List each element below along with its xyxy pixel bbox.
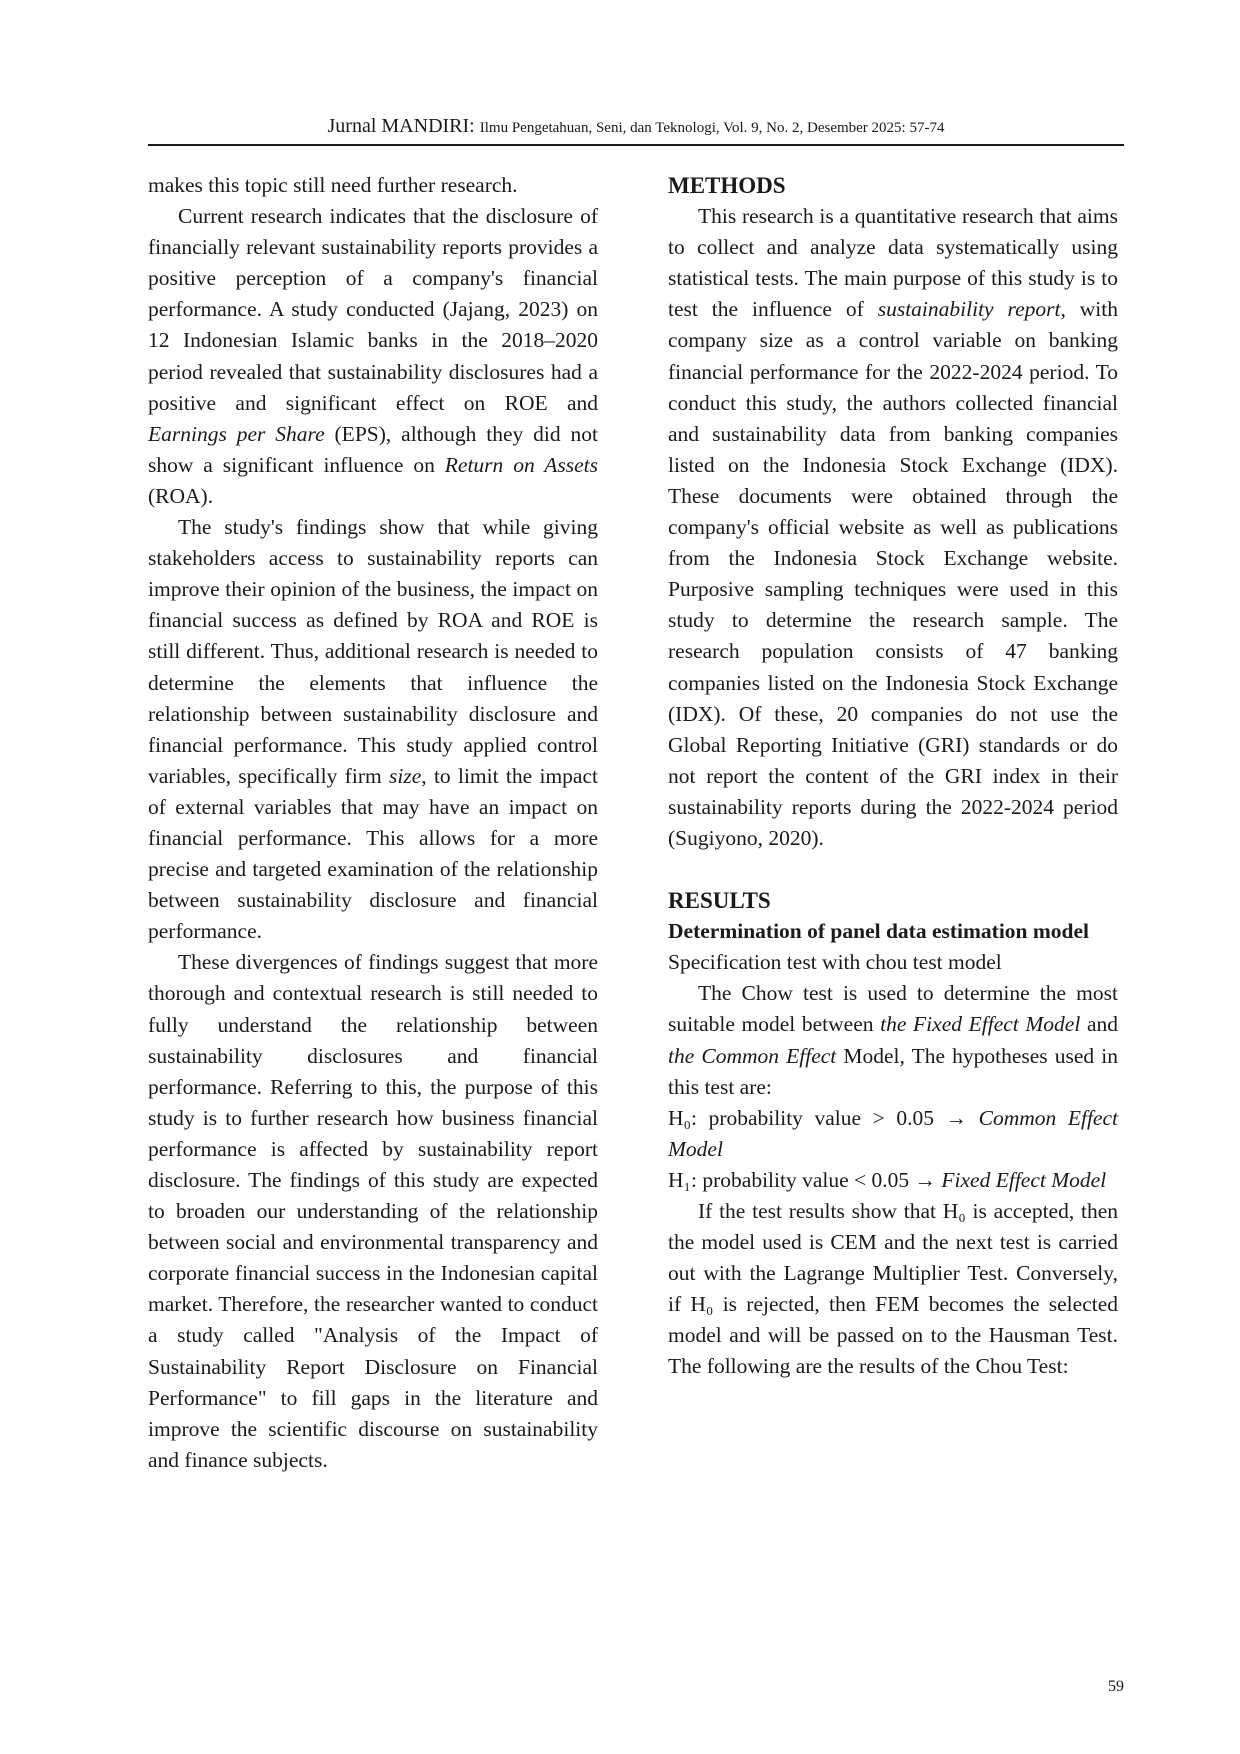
- paragraph-test-results: If the test results show that H₀ is accepted, then the model used is CEM and the next test is carried out with the Lagrange Multiplier Test. Conversely, if H₀ is rejected, then FEM becomes the selected model and will be passed on to the Hausman Test. The following are the results of the Chou Test:: [668, 1199, 1118, 1379]
- specification-test-line: Specification test with chou test model: [668, 950, 1002, 975]
- left-column: [148, 170, 598, 1476]
- header-rule: [148, 144, 1124, 146]
- section-gap: [668, 854, 1118, 885]
- hypothesis-h1: H₁: probability value < 0.05 → Fixed Effect Model: [668, 1167, 1107, 1192]
- running-header: [148, 114, 1124, 140]
- journal-name: Jurnal MANDIRI:: [327, 115, 475, 137]
- paragraph-study-findings: The study's findings show that while giving stakeholders access to sustainability reports can improve their opinion of the business, the impact on financial success as defined by ROA and ROE is still different. Thus, additional research is needed to determine the elements that influence the relationship between sustainability disclosure and financial performance. This study applied control variables, specifically firm size, to limit the impact of external variables that may have an impact on financial performance. This allows for a more precise and targeted examination of the relationship between sustainability disclosure and financial performance.: [148, 515, 598, 944]
- paragraph-divergences: These divergences of findings suggest that more thorough and contextual research is still needed to fully understand the relationship between sustainability disclosures and financial performance. Referring to this, the purpose of this study is to further research how business financial performance is affected by sustainability report disclosure. The findings of this study are expected to broaden our understanding of the relationship between social and environmental transparency and corporate financial success in the Indonesian capital market. Therefore, the researcher wanted to conduct a study called "Analysis of the Impact of Sustainability Report Disclosure on Financial Performance" to fill gaps in the literature and improve the scientific discourse on sustainability and finance subjects.: [148, 950, 598, 1472]
- paragraph-chow-test: The Chow test is used to determine the most suitable model between the Fixed Effect Model and the Common Effect Model, The hypotheses used in this test are:: [668, 981, 1118, 1099]
- right-column: [668, 170, 1118, 1383]
- methods-heading: METHODS: [668, 173, 786, 198]
- hypothesis-h0: H₀: probability value > 0.05 → Common Effect Model: [668, 1105, 1118, 1161]
- paragraph-continuation: makes this topic still need further research.: [148, 173, 518, 197]
- paragraph-methods: This research is a quantitative research that aims to collect and analyze data systematically using statistical tests. The main purpose of this study is to test the influence of sustainability report, with company size as a control variable on banking financial performance for the 2022-2024 period. To conduct this study, the authors collected financial and sustainability data from banking companies listed on the Indonesia Stock Exchange (IDX). These documents were obtained through the company's official website as well as publications from the Indonesia Stock Exchange website. Purposive sampling techniques were used in this study to determine the research sample. The research population consists of 47 banking companies listed on the Indonesia Stock Exchange (IDX). Of these, 20 companies do not use the Global Reporting Initiative (GRI) standards or do not report the content of the GRI index in their sustainability reports during the 2022-2024 period (Sugiyono, 2020).: [668, 204, 1118, 850]
- results-heading: RESULTS: [668, 888, 771, 914]
- journal-details: Ilmu Pengetahuan, Seni, dan Teknologi, Vol. 9, No. 2, Desember 2025: 57-74: [479, 120, 945, 136]
- paragraph-current-research: Current research indicates that the disclosure of financially relevant sustainability reports provides a positive perception of a company's financial performance. A study conducted (Jajang, 2023) on 12 Indonesian Islamic banks in the 2018–2020 period revealed that sustainability disclosures had a positive and significant effect on ROE and Earnings per Share (EPS), although they did not show a significant influence on Return on Assets (ROA).: [148, 204, 598, 508]
- page-number: 59: [1108, 1678, 1124, 1695]
- panel-model-subheading: Determination of panel data estimation model: [668, 919, 1090, 944]
